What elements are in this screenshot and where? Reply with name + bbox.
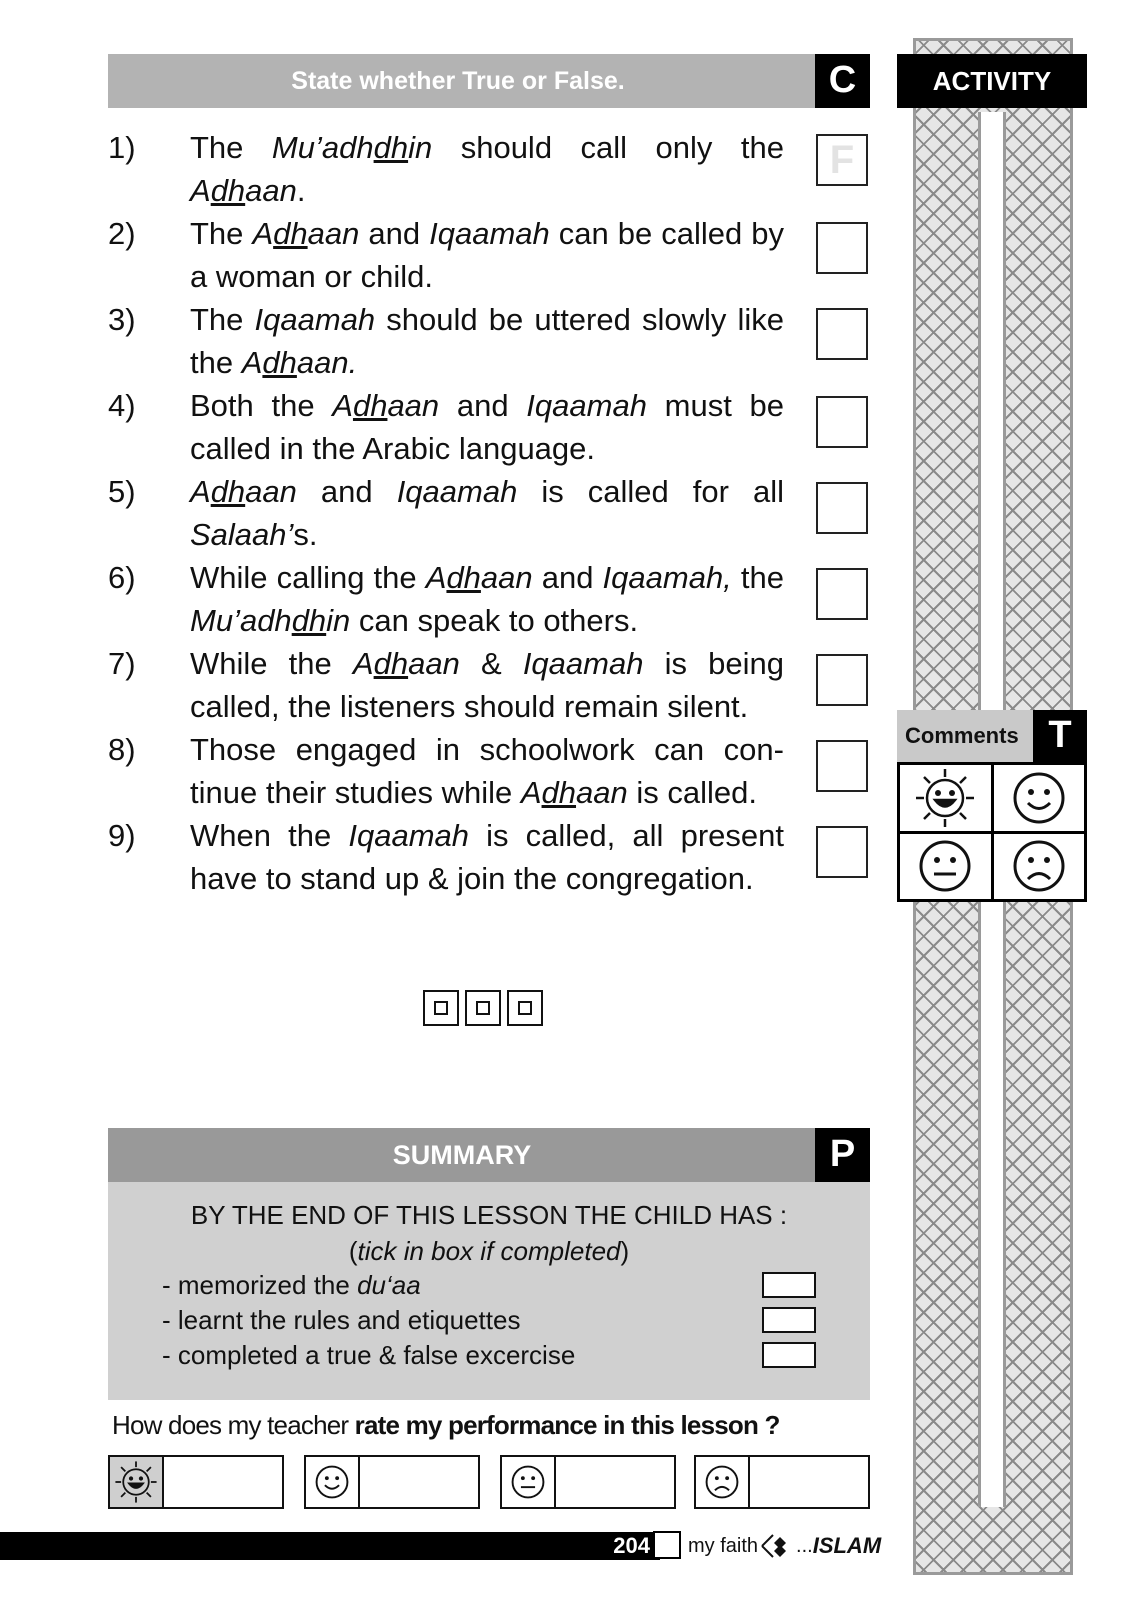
rating-prompt: How does my teacher rate my performance in this lesson ? xyxy=(112,1410,780,1440)
sad-face-option[interactable] xyxy=(994,834,1085,900)
summary-item: - completed a true & false excercise xyxy=(162,1340,576,1370)
summary-checkbox[interactable] xyxy=(762,1342,816,1368)
sad-face-icon xyxy=(704,1464,740,1500)
section-letter-t: T xyxy=(1033,710,1087,762)
rating-good[interactable] xyxy=(304,1455,480,1509)
question-number: 8) xyxy=(108,732,136,767)
question-number: 4) xyxy=(108,388,136,423)
question-text: The Adhaan and Iqaamah can be called by a woman or child. xyxy=(190,216,785,294)
section-letter-c: C xyxy=(815,54,870,108)
question-text: Both the Adhaan and Iqaamah must be called in the Arabic language. xyxy=(190,388,784,466)
very-happy-face-icon xyxy=(914,767,976,829)
rating-very-good[interactable] xyxy=(108,1455,284,1509)
question-text: While the Adhaan & Iqaamah is being called, the listeners should remain silent. xyxy=(190,646,784,724)
summary-item: - memorized the du‘aa xyxy=(162,1270,421,1300)
summary-checkbox[interactable] xyxy=(762,1307,816,1333)
answer-box[interactable] xyxy=(816,482,868,534)
section-letter-p: P xyxy=(815,1128,870,1182)
brand-plain: my faith xyxy=(688,1535,759,1557)
question-text: When the Iqaamah is called, all present have to stand up & join the congregation. xyxy=(190,818,784,896)
question-number: 7) xyxy=(108,646,136,681)
summary-checkbox[interactable] xyxy=(762,1272,816,1298)
answer-box[interactable] xyxy=(816,740,868,792)
question-number: 3) xyxy=(108,302,136,337)
neutral-face-icon xyxy=(510,1464,546,1500)
rating-poor[interactable] xyxy=(694,1455,870,1509)
comments-label: Comments xyxy=(897,710,1037,762)
page-number-box xyxy=(653,1531,681,1559)
answer-box[interactable] xyxy=(816,568,868,620)
summary-item: - learnt the rules and etiquettes xyxy=(162,1305,521,1335)
question-text: The Mu’adhdhin should call only the Adhaan. xyxy=(190,130,784,208)
divider-square xyxy=(507,990,543,1026)
answer-box[interactable] xyxy=(816,308,868,360)
divider-square xyxy=(465,990,501,1026)
answer-box[interactable] xyxy=(816,396,868,448)
rating-face-cell xyxy=(696,1457,750,1507)
answer-box[interactable] xyxy=(816,826,868,878)
rating-field[interactable] xyxy=(556,1457,674,1507)
answer-box[interactable]: F xyxy=(816,134,868,186)
question-number: 5) xyxy=(108,474,136,509)
question-text: Adhaan and Iqaamah is called for all Salaah’s. xyxy=(190,474,785,552)
question-text: While calling the Adhaan and Iqaamah, the Mu’adhdhin can speak to others. xyxy=(190,560,784,638)
rating-field[interactable] xyxy=(360,1457,478,1507)
question-text: Those engaged in schoolwork can con- tinue their studies while Adhaan is called. xyxy=(190,732,784,810)
summary-heading: BY THE END OF THIS LESSON THE CHILD HAS : xyxy=(190,1200,788,1230)
divider-square xyxy=(423,990,459,1026)
activity-instruction: State whether True or False. xyxy=(291,67,625,95)
rating-average[interactable] xyxy=(500,1455,676,1509)
question-number: 1) xyxy=(108,130,136,165)
rating-face-cell xyxy=(110,1457,164,1507)
activity-label: ACTIVITY xyxy=(897,54,1087,108)
neutral-face-option[interactable] xyxy=(900,834,991,900)
question-number: 9) xyxy=(108,818,136,853)
summary-title: SUMMARY xyxy=(392,1140,532,1170)
page-number: 204 xyxy=(613,1533,650,1558)
teacher-comment-faces xyxy=(897,762,1087,902)
question-number: 6) xyxy=(108,560,136,595)
brand-bold: ISLAM xyxy=(812,1533,882,1558)
rating-field[interactable] xyxy=(750,1457,868,1507)
happy-face-icon xyxy=(314,1464,350,1500)
question-number: 2) xyxy=(108,216,136,251)
summary-instruction: (tick in box if completed) xyxy=(348,1236,630,1266)
very-happy-face-icon xyxy=(114,1460,158,1504)
brand-separator: ... xyxy=(796,1535,813,1557)
answer-box[interactable] xyxy=(816,654,868,706)
brand-diamond-icon xyxy=(760,1533,794,1559)
rating-face-cell xyxy=(502,1457,556,1507)
very-happy-face-option[interactable] xyxy=(900,765,991,831)
rating-face-cell xyxy=(306,1457,360,1507)
rating-field[interactable] xyxy=(164,1457,282,1507)
sad-face-icon xyxy=(1011,838,1067,894)
happy-face-icon xyxy=(1011,770,1067,826)
question-text: The Iqaamah should be uttered slowly like the Adhaan. xyxy=(190,302,784,380)
section-divider-squares xyxy=(423,990,543,1026)
footer-bar xyxy=(0,1532,660,1560)
neutral-face-icon xyxy=(917,838,973,894)
answer-box[interactable] xyxy=(816,222,868,274)
book-brand xyxy=(688,1531,881,1561)
happy-face-option[interactable] xyxy=(994,765,1085,831)
